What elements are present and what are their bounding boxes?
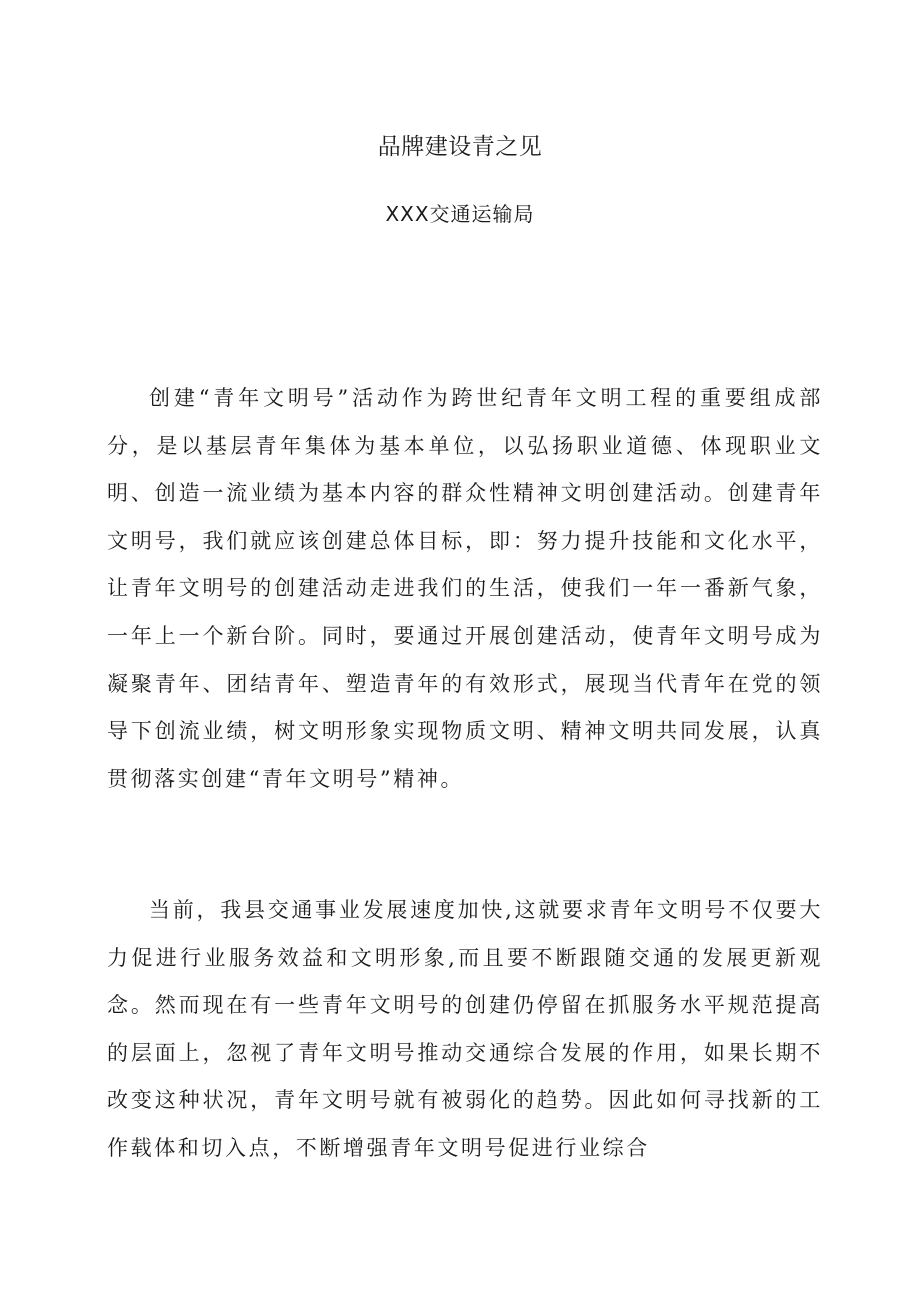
body-paragraph-2: 当前，我县交通事业发展速度加快,这就要求青年文明号不仅要大力促进行业服务效益和文明形象,而且要不断跟随交通的发展更新观念。然而现在有一些青年文明号的创建仍停留在抓服务水平规范提高的层面上，忽视了青年文明号推动交通综合发展的作用，如果长期不改变这种状况，青年文明号就有被弱化的趋势。因此如何寻找新的工作载体和切入点，不断增强青年文明号促进行业综合 [107,898,823,1160]
body-paragraph-1: 创建“青年文明号”活动作为跨世纪青年文明工程的重要组成部分，是以基层青年集体为基本单位，以弘扬职业道德、体现职业文明、创造一流业绩为基本内容的群众性精神文明创建活动。创建青年文明号，我们就应该创建总体目标，即：努力提升技能和文化水平，让青年文明号的创建活动走进我们的生活，使我们一年一番新气象，一年上一个新台阶。同时，要通过开展创建活动，使青年文明号成为凝聚青年、团结青年、塑造青年的有效形式，展现当代青年在党的领导下创流业绩，树文明形象实现物质文明、精神文明共同发展，认真贯彻落实创建“青年文明号”精神。 [107,386,823,791]
document-author: XXX交通运输局 [385,202,535,226]
document-title: 品牌建设青之见 [377,134,543,160]
